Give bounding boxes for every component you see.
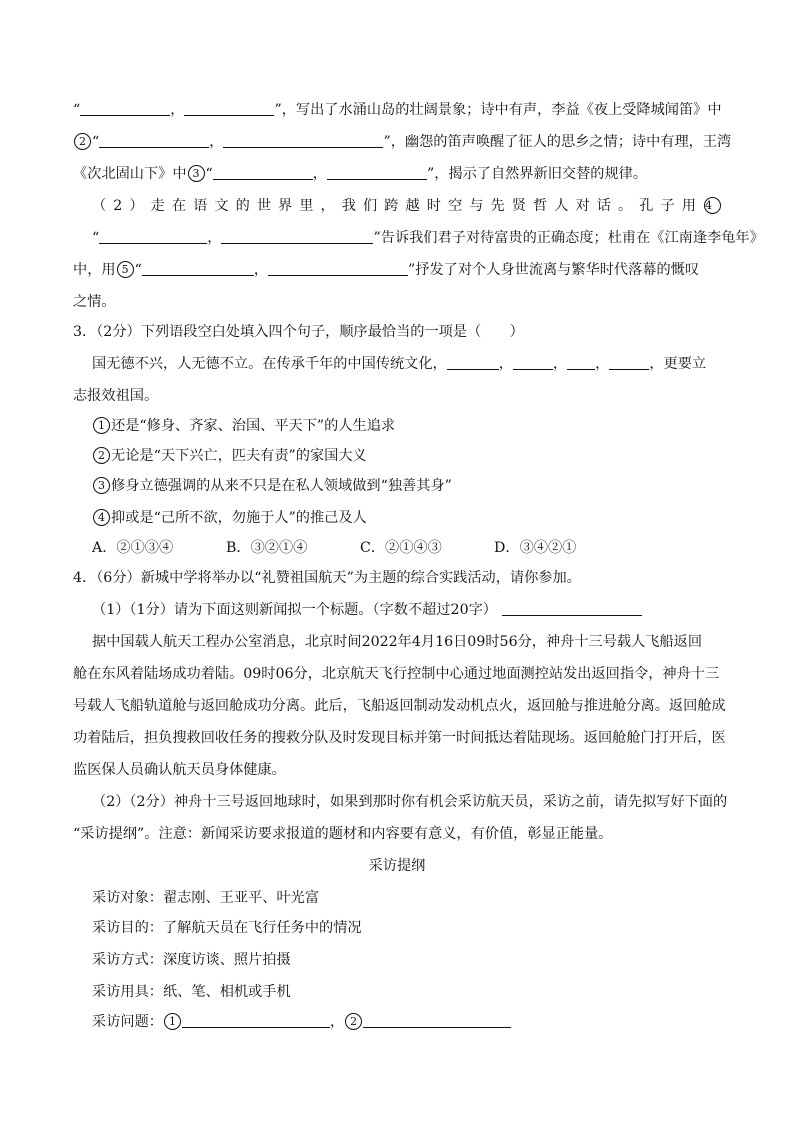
- option-a[interactable]: A．②①③④: [92, 540, 174, 556]
- circle-number-1: 1: [93, 417, 110, 434]
- answer-blank[interactable]: [184, 101, 274, 116]
- q3-stem: 3．（2分）下列语段空白处填入四个句子，顺序最恰当的一项是（ ）: [73, 324, 524, 340]
- answer-blank[interactable]: [327, 165, 427, 180]
- circle-number-2: 2: [74, 133, 91, 150]
- outline-item: 采访对象：翟志刚、王亚平、叶光富: [92, 890, 320, 906]
- news-line-5: 监医保人员确认航天员身体健康。: [73, 762, 286, 778]
- poem-line-1: “ ， ”，写出了水涌山岛的壮阔景象；诗中有声，李益《夜上受降城闻笛》中: [73, 102, 722, 118]
- q3-sentence-3: 3 修身立德强调的从来不只是在私人领域做到“独善其身”: [92, 476, 722, 496]
- circle-number-5: 5: [117, 261, 134, 278]
- circle-number-3: 3: [93, 477, 110, 494]
- outline-title: 采访提纲: [368, 858, 426, 874]
- answer-blank[interactable]: [223, 133, 383, 148]
- interview-questions: 采访问题： 1 ， 2: [92, 1012, 722, 1032]
- outline-item: 采访目的：了解航天员在飞行任务中的情况: [92, 920, 362, 936]
- news-line-4: 功着陆后，担负搜救回收任务的搜救分队及时发现目标并第一时间抵达着陆现场。返回舱舱门打开后，医: [73, 730, 726, 746]
- answer-blank[interactable]: [213, 165, 313, 180]
- answer-blank[interactable]: [221, 229, 373, 244]
- poem-line-2: 2 “ ， ”，幽怨的笛声唤醒了征人的思乡之情；诗中有理，王湾: [73, 132, 722, 152]
- q4-sub2-line-2: “采访提纲”。注意：新闻采访要求报道的题材和内容要有意义，有价值，彰显正能量。: [73, 826, 613, 842]
- headline-answer-blank[interactable]: [502, 601, 642, 616]
- news-line-3: 号载人飞船轨道舱与返回舱成功分离。此后，飞船返回制动发动机点火，返回舱与推进舱分离。返回舱成: [73, 698, 726, 714]
- answer-blank[interactable]: [80, 101, 170, 116]
- option-c[interactable]: C．②①④③: [360, 540, 442, 556]
- outline-item: 采访方式：深度访谈、照片拍摄: [92, 952, 291, 968]
- answer-blank[interactable]: [567, 355, 595, 370]
- news-line-2: 舱在东风着陆场成功着陆。09时06分，北京航天飞行控制中心通过地面测控站发出返回指令，神舟十三: [73, 666, 720, 682]
- circle-number-2: 2: [345, 1013, 362, 1030]
- part2-line-4: 之情。: [73, 294, 116, 310]
- part2-line-1: （2）走在语文的世界里，我们跨越时空与先贤哲人对话。孔子用 4: [92, 196, 722, 216]
- circle-number-3: 3: [188, 165, 205, 182]
- q3-paragraph-line-1: 国无德不兴，人无德不立。在传承千年的中国传统文化， ， ， ， ，更要立: [92, 356, 707, 372]
- q3-sentence-2: 2 无论是“天下兴亡，匹夫有责”的家国大义: [92, 446, 722, 466]
- answer-blank[interactable]: [142, 261, 254, 276]
- q3-paragraph-line-2: 志报效祖国。: [73, 388, 159, 404]
- answer-blank[interactable]: [363, 1013, 511, 1028]
- answer-blank[interactable]: [99, 133, 209, 148]
- answer-blank[interactable]: [513, 355, 553, 370]
- q4-sub2-line-1: （2）（2分）神舟十三号返回地球时，如果到那时你有机会采访航天员，采访之前，请先拟写好下面的: [92, 794, 728, 810]
- option-b[interactable]: B．③②①④: [226, 540, 308, 556]
- outline-item: 采访用具：纸、笔、相机或手机: [92, 984, 291, 1000]
- q3-sentence-4: 4 抑或是“己所不欲，勿施于人”的推己及人: [92, 508, 722, 528]
- answer-blank[interactable]: [609, 355, 649, 370]
- q3-sentence-1: 1 还是“修身、齐家、治国、平天下”的人生追求: [92, 416, 722, 436]
- circle-number-2: 2: [93, 447, 110, 464]
- answer-blank[interactable]: [447, 355, 499, 370]
- poem-line-3: 《次北固山下》中 3 “ ， ”，揭示了自然界新旧交替的规律。: [73, 166, 648, 182]
- answer-blank[interactable]: [268, 261, 408, 276]
- part2-line-2: “ ， ”告诉我们君子对待富贵的正确态度；杜甫在《江南逢李龟年》: [92, 230, 764, 246]
- answer-blank[interactable]: [182, 1013, 330, 1028]
- q4-sub1: （1）（1分）请为下面这则新闻拟一个标题。（字数不超过20字）: [92, 600, 722, 620]
- circle-number-4: 4: [93, 509, 110, 526]
- circle-number-4: 4: [704, 197, 721, 214]
- news-line-1: 据中国载人航天工程办公室消息，北京时间2022年4月16日09时56分，神舟十三号载人飞船返回: [92, 634, 703, 650]
- circle-number-1: 1: [164, 1013, 181, 1030]
- q4-stem: 4．（6分）新城中学将举办以“礼赞祖国航天”为主题的综合实践活动，请你参加。: [73, 570, 581, 586]
- option-d[interactable]: D．③④②①: [494, 540, 577, 556]
- answer-blank[interactable]: [99, 229, 207, 244]
- q3-options: [92, 538, 722, 558]
- part2-line-3: 中，用 5 “ ， ”抒发了对个人身世流离与繁华时代落幕的慨叹: [73, 262, 700, 278]
